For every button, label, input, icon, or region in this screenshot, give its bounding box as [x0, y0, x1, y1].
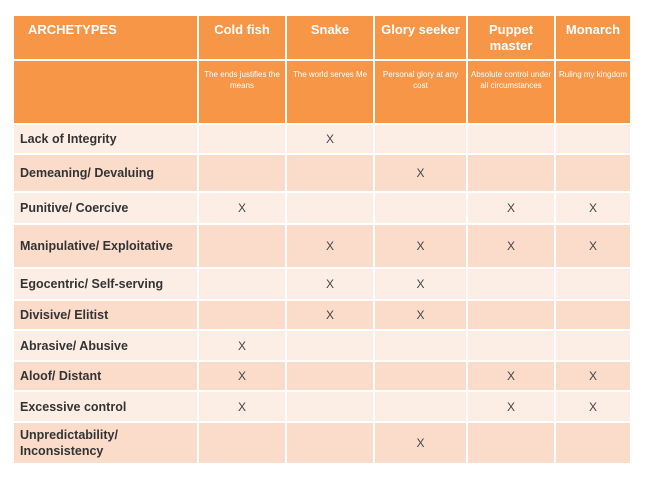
cell-snake: X: [287, 301, 373, 329]
row-label: Lack of Integrity: [14, 125, 197, 153]
table-row: [14, 155, 630, 191]
table-row: [14, 423, 630, 463]
cell-puppet-master: [468, 331, 554, 360]
desc-cold-fish: The ends justifies the means: [199, 61, 285, 123]
cell-puppet-master: X: [468, 193, 554, 223]
cell-monarch: [556, 125, 630, 153]
cell-cold-fish: X: [199, 193, 285, 223]
row-label: Excessive control: [14, 392, 197, 421]
header-row: [14, 16, 630, 59]
cell-snake: [287, 155, 373, 191]
cell-monarch: [556, 331, 630, 360]
table-row: [14, 301, 630, 329]
cell-puppet-master: [468, 301, 554, 329]
cell-glory-seeker: X: [375, 301, 466, 329]
cell-puppet-master: [468, 125, 554, 153]
cell-snake: [287, 362, 373, 390]
row-label: Egocentric/ Self-serving: [14, 269, 197, 299]
description-row: [14, 61, 630, 123]
cell-glory-seeker: [375, 331, 466, 360]
cell-snake: X: [287, 225, 373, 267]
header-glory-seeker: Glory seeker: [375, 16, 466, 59]
cell-cold-fish: [199, 155, 285, 191]
cell-snake: X: [287, 269, 373, 299]
cell-puppet-master: [468, 269, 554, 299]
cell-cold-fish: [199, 225, 285, 267]
row-label: Manipulative/ Exploitative: [14, 225, 197, 267]
row-label: Aloof/ Distant: [14, 362, 197, 390]
cell-glory-seeker: X: [375, 155, 466, 191]
row-label: Divisive/ Elitist: [14, 301, 197, 329]
header-cold-fish: Cold fish: [199, 16, 285, 59]
cell-puppet-master: [468, 423, 554, 463]
cell-monarch: [556, 155, 630, 191]
table-row: [14, 392, 630, 421]
cell-cold-fish: X: [199, 392, 285, 421]
cell-monarch: [556, 423, 630, 463]
cell-cold-fish: [199, 269, 285, 299]
cell-snake: [287, 331, 373, 360]
cell-cold-fish: X: [199, 331, 285, 360]
cell-cold-fish: [199, 301, 285, 329]
cell-glory-seeker: [375, 362, 466, 390]
cell-glory-seeker: X: [375, 225, 466, 267]
table-row: [14, 362, 630, 390]
cell-glory-seeker: X: [375, 423, 466, 463]
cell-cold-fish: X: [199, 362, 285, 390]
row-label: Punitive/ Coercive: [14, 193, 197, 223]
table-row: [14, 193, 630, 223]
row-label: Demeaning/ Devaluing: [14, 155, 197, 191]
cell-glory-seeker: [375, 193, 466, 223]
cell-puppet-master: X: [468, 362, 554, 390]
cell-snake: [287, 423, 373, 463]
cell-glory-seeker: [375, 392, 466, 421]
desc-monarch: Ruling my kingdom: [556, 61, 630, 123]
cell-cold-fish: [199, 125, 285, 153]
header-archetypes: ARCHETYPES: [14, 16, 197, 59]
row-label: Abrasive/ Abusive: [14, 331, 197, 360]
cell-glory-seeker: [375, 125, 466, 153]
cell-monarch: X: [556, 225, 630, 267]
cell-cold-fish: [199, 423, 285, 463]
table-row: [14, 225, 630, 267]
table-row: [14, 269, 630, 299]
cell-monarch: X: [556, 392, 630, 421]
cell-puppet-master: X: [468, 392, 554, 421]
archetypes-table: [12, 14, 632, 465]
header-monarch: Monarch: [556, 16, 630, 59]
cell-monarch: [556, 269, 630, 299]
desc-glory-seeker: Personal glory at any cost: [375, 61, 466, 123]
table-row: [14, 331, 630, 360]
cell-glory-seeker: X: [375, 269, 466, 299]
header-puppet-master: Puppet master: [468, 16, 554, 59]
desc-archetypes: [14, 61, 197, 123]
desc-snake: The world serves Me: [287, 61, 373, 123]
cell-puppet-master: X: [468, 225, 554, 267]
cell-snake: [287, 392, 373, 421]
table-row: [14, 125, 630, 153]
row-label: Unpredictability/ Inconsistency: [14, 423, 197, 463]
cell-monarch: X: [556, 193, 630, 223]
desc-puppet-master: Absolute control under all circumstances: [468, 61, 554, 123]
cell-snake: X: [287, 125, 373, 153]
header-snake: Snake: [287, 16, 373, 59]
cell-monarch: X: [556, 362, 630, 390]
cell-monarch: [556, 301, 630, 329]
cell-puppet-master: [468, 155, 554, 191]
cell-snake: [287, 193, 373, 223]
